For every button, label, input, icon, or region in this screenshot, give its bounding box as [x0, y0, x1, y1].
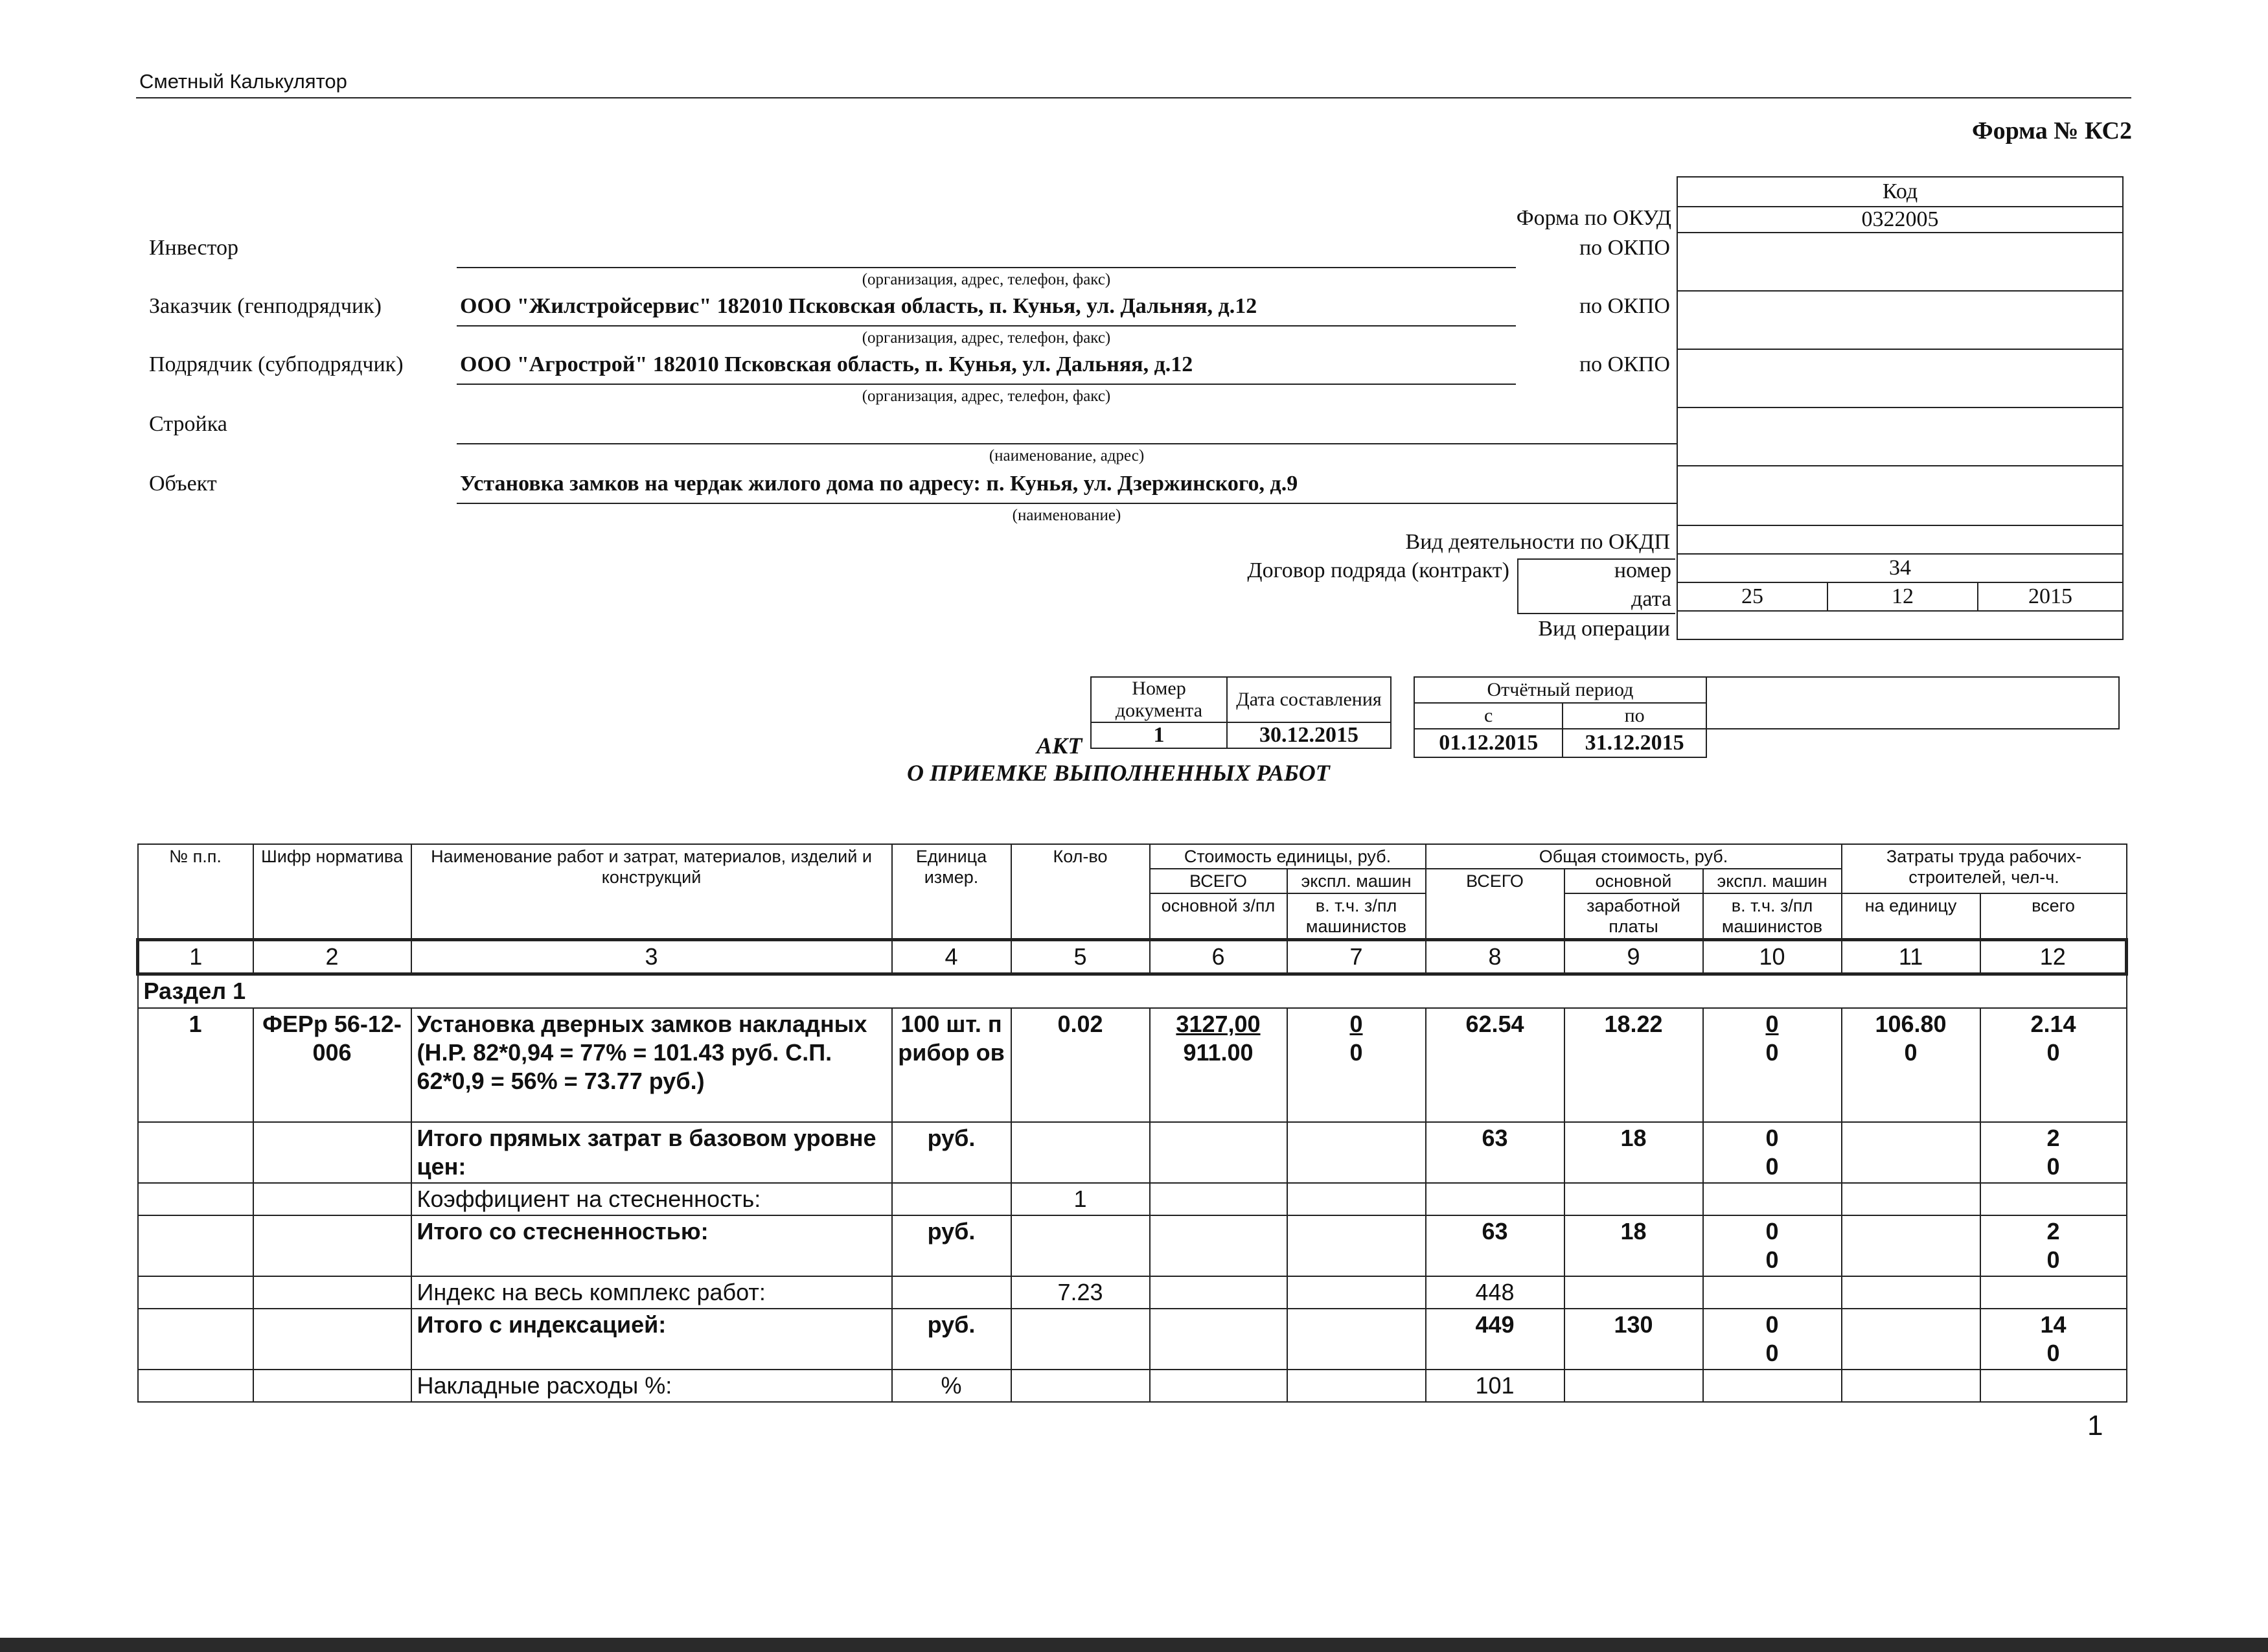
indexed-label: Итого с индексацией:	[411, 1309, 892, 1370]
item-unit: 100 шт. прибор ов	[892, 1008, 1011, 1122]
page-number: 1	[2087, 1410, 2103, 1441]
object-caption: (наименование)	[1012, 507, 1121, 524]
column-number: 4	[892, 940, 1011, 974]
okpo-label-contractor: по ОКПО	[1579, 352, 1670, 376]
customer-line	[457, 325, 1516, 327]
period-blank-cell	[1706, 677, 2119, 729]
col-header-total-cost: Общая стоимость, руб.	[1426, 844, 1842, 869]
tight-unit: руб.	[892, 1215, 1011, 1276]
column-number: 1	[138, 940, 253, 974]
object-line	[457, 503, 1677, 504]
period-header: Отчётный период	[1414, 677, 1706, 703]
object-code-cell	[1677, 466, 2123, 525]
column-number: 2	[253, 940, 411, 974]
doc-date-value: 30.12.2015	[1227, 722, 1391, 748]
col-header-unit-cost: Стоимость единицы, руб.	[1150, 844, 1426, 869]
col-header-qty: Кол-во	[1011, 844, 1150, 940]
column-number: 9	[1564, 940, 1703, 974]
column-number: 12	[1980, 940, 2127, 974]
okud-value: 0322005	[1677, 207, 2123, 233]
item-unit-base-wage: 911.00	[1183, 1038, 1254, 1066]
contract-label: Договор подряда (контракт)	[1247, 558, 1509, 582]
col-header-total-machinist-wage: в. т.ч. з/пл машинистов	[1703, 893, 1842, 940]
indexed-machines-a: 0	[1765, 1311, 1779, 1338]
tight-machines-a: 0	[1765, 1217, 1779, 1245]
contract-date-year: 2015	[1978, 582, 2123, 611]
col-header-labor-per-unit: на единицу	[1842, 893, 1980, 940]
column-number: 6	[1150, 940, 1287, 974]
direct-wage: 18	[1564, 1122, 1703, 1183]
table-row	[138, 1215, 2127, 1276]
investor-caption: (организация, адрес, телефон, факс)	[862, 271, 1111, 288]
column-number: 3	[411, 940, 892, 974]
direct-total: 63	[1426, 1122, 1564, 1183]
indexed-labor-a: 14	[2040, 1311, 2067, 1338]
okdp-label: Вид деятельности по ОКДП	[1405, 530, 1670, 554]
tight-machines-b: 0	[1765, 1246, 1779, 1273]
coef-value: 1	[1011, 1183, 1150, 1215]
contract-date-month: 12	[1827, 582, 1978, 611]
contract-date-label: дата	[1631, 587, 1671, 611]
contract-number-label: номер	[1614, 558, 1671, 582]
code-header: Код	[1677, 177, 2123, 207]
item-unit-machines: 0	[1349, 1010, 1363, 1037]
direct-labor-a: 2	[2046, 1124, 2060, 1151]
contract-date-day: 25	[1677, 582, 1827, 611]
col-header-total-wage-bottom: заработной платы	[1564, 893, 1703, 940]
contract-number-value: 34	[1677, 554, 2123, 582]
col-header-total-wage-top: основной	[1564, 869, 1703, 893]
okpo-label-investor: по ОКПО	[1579, 236, 1670, 260]
column-number: 10	[1703, 940, 1842, 974]
col-header-unit-machines: экспл. машин	[1287, 869, 1426, 893]
indexed-machines-b: 0	[1765, 1339, 1779, 1366]
column-number: 5	[1011, 940, 1150, 974]
construction-label: Стройка	[149, 412, 227, 436]
item-unit-total: 3127,00	[1176, 1010, 1261, 1037]
direct-machines-b: 0	[1765, 1153, 1779, 1180]
col-header-num: № п.п.	[138, 844, 253, 940]
operation-label: Вид операции	[1538, 617, 1670, 641]
construction-code-cell	[1677, 407, 2123, 466]
okpo-investor-cell	[1677, 233, 2123, 291]
object-value: Установка замков на чердак жилого дома по адресу: п. Кунья, ул. Дзержинского, д.9	[460, 472, 1298, 496]
column-number: 7	[1287, 940, 1426, 974]
col-header-name: Наименование работ и затрат, материалов, изделий и конструкций	[411, 844, 892, 940]
okpo-contractor-cell	[1677, 349, 2123, 407]
col-header-labor: Затраты труда рабочих-строителей, чел-ч.	[1842, 844, 2127, 893]
direct-machines-a: 0	[1765, 1124, 1779, 1151]
construction-line	[457, 443, 1677, 444]
item-labor-per-unit-b: 0	[1904, 1038, 1918, 1066]
doc-number-header: Номер документа	[1091, 677, 1227, 722]
doc-number-value: 1	[1091, 722, 1227, 748]
col-header-total-machines: экспл. машин	[1703, 869, 1842, 893]
works-table	[136, 843, 2128, 1403]
period-from-value: 01.12.2015	[1414, 729, 1563, 757]
col-header-unit-machinist-wage: в. т.ч. з/пл машинистов	[1287, 893, 1426, 940]
item-code: ФЕРр 56-12-006	[253, 1008, 411, 1122]
act-label: АКТ	[1037, 733, 1082, 759]
item-total-machines: 0	[1765, 1010, 1779, 1037]
col-header-total-all: ВСЕГО	[1426, 869, 1564, 940]
operation-code-cell	[1677, 611, 2123, 639]
investor-line	[457, 267, 1516, 268]
code-table	[1677, 176, 2124, 640]
okdp-code-cell	[1677, 525, 2123, 554]
item-labor-total-b: 0	[2046, 1038, 2060, 1066]
item-num: 1	[138, 1008, 253, 1122]
period-to-value: 31.12.2015	[1563, 729, 1706, 757]
okud-label: Форма по ОКУД	[1516, 206, 1671, 230]
direct-labor-b: 0	[2046, 1153, 2060, 1180]
table-row	[138, 1122, 2127, 1183]
okpo-customer-cell	[1677, 291, 2123, 349]
column-number: 11	[1842, 940, 1980, 974]
form-title: Форма № КС2	[1971, 117, 2132, 144]
customer-value: ООО "Жилстройсервис" 182010 Псковская область, п. Кунья, ул. Дальняя, д.12	[460, 294, 1257, 318]
indexed-wage: 130	[1564, 1309, 1703, 1370]
customer-label: Заказчик (генподрядчик)	[149, 294, 382, 318]
period-to-header: по	[1563, 703, 1706, 729]
overhead-total: 101	[1426, 1370, 1564, 1402]
okpo-label-customer: по ОКПО	[1579, 294, 1670, 318]
table-row	[138, 1309, 2127, 1370]
col-header-labor-total: всего	[1980, 893, 2127, 940]
contractor-caption: (организация, адрес, телефон, факс)	[862, 387, 1111, 405]
contractor-value: ООО "Агрострой" 182010 Псковская область, п. Кунья, ул. Дальняя, д.12	[460, 352, 1193, 376]
table-row	[138, 1370, 2127, 1402]
period-from-header: с	[1414, 703, 1563, 729]
section-title: Раздел 1	[138, 974, 2127, 1008]
index-label: Индекс на весь комплекс работ:	[411, 1276, 892, 1309]
overhead-label: Накладные расходы %:	[411, 1370, 892, 1402]
item-total-all: 62.54	[1426, 1008, 1564, 1122]
customer-caption: (организация, адрес, телефон, факс)	[862, 329, 1111, 347]
index-total: 448	[1426, 1276, 1564, 1309]
col-header-unit-base-wage: основной з/пл	[1150, 893, 1287, 940]
tight-wage: 18	[1564, 1215, 1703, 1276]
doc-date-header: Дата составления	[1227, 677, 1391, 722]
act-heading: О ПРИЕМКЕ ВЫПОЛНЕННЫХ РАБОТ	[907, 760, 1330, 786]
tight-label: Итого со стесненностью:	[411, 1215, 892, 1276]
column-number: 8	[1426, 940, 1564, 974]
table-row	[138, 1276, 2127, 1309]
item-total-machinist-wage: 0	[1765, 1038, 1779, 1066]
indexed-total: 449	[1426, 1309, 1564, 1370]
construction-caption: (наименование, адрес)	[989, 447, 1145, 465]
header-divider	[136, 97, 2131, 98]
table-row	[138, 1183, 2127, 1215]
direct-label: Итого прямых затрат в базовом уровне цен:	[411, 1122, 892, 1183]
item-name: Установка дверных замков накладных (Н.Р. 82*0,94 = 77% = 101.43 руб. С.П. 62*0,9 = 56% = 73.77 руб.)	[411, 1008, 892, 1122]
overhead-unit: %	[892, 1370, 1011, 1402]
item-total-wage: 18.22	[1564, 1008, 1703, 1122]
tight-total: 63	[1426, 1215, 1564, 1276]
index-value: 7.23	[1011, 1276, 1150, 1309]
scan-edge-bar	[0, 1638, 2268, 1652]
col-header-unit: Единица измер.	[892, 844, 1011, 940]
item-qty: 0.02	[1011, 1008, 1150, 1122]
act-doc-table	[1090, 676, 1392, 749]
col-header-unit-total: ВСЕГО	[1150, 869, 1287, 893]
indexed-unit: руб.	[892, 1309, 1011, 1370]
col-header-code: Шифр норматива	[253, 844, 411, 940]
coef-label: Коэффициент на стесненность:	[411, 1183, 892, 1215]
contractor-line	[457, 384, 1516, 385]
indexed-labor-b: 0	[2046, 1339, 2060, 1366]
direct-unit: руб.	[892, 1122, 1011, 1183]
contractor-label: Подрядчик (субподрядчик)	[149, 352, 404, 376]
tight-labor-b: 0	[2046, 1246, 2060, 1273]
item-labor-total-a: 2.14	[2030, 1010, 2076, 1037]
object-label: Объект	[149, 472, 217, 496]
report-period-table	[1414, 676, 2120, 758]
item-unit-machinist-wage: 0	[1349, 1038, 1363, 1066]
investor-label: Инвестор	[149, 236, 239, 260]
item-labor-per-unit-a: 106.80	[1875, 1010, 1947, 1037]
app-title: Сметный Калькулятор	[139, 70, 347, 93]
tight-labor-a: 2	[2046, 1217, 2060, 1245]
table-row	[138, 1008, 2127, 1122]
